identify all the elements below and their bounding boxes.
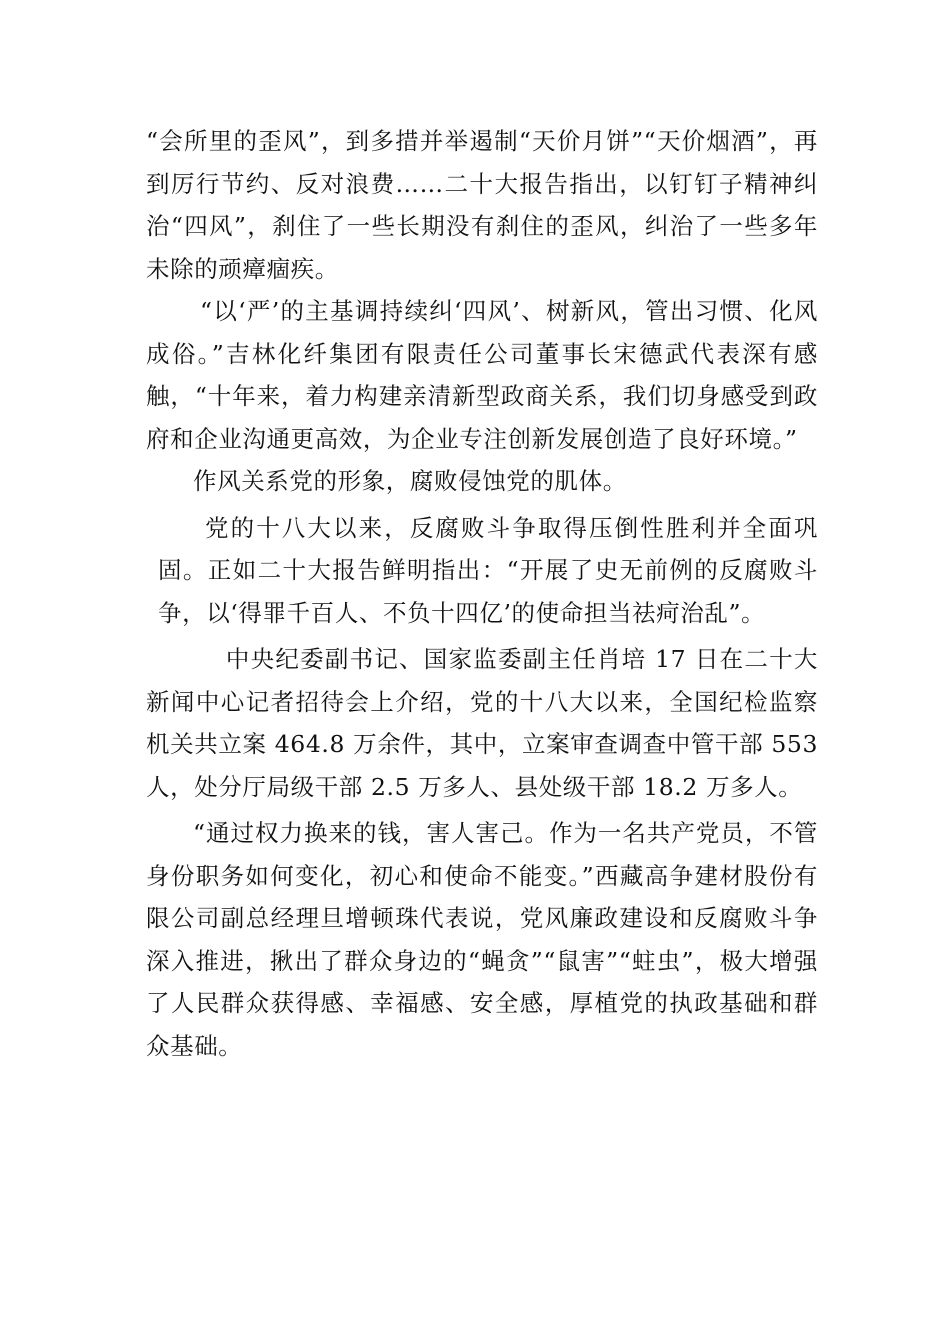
paragraph-2: “以‘严’的主基调持续纠‘四风’、树新风，管出习惯、化风成俗。”吉林化纤集团有限责任公司董事长宋德武代表深有感触，“十年来，着力构建亲清新型政商关系，我们切身感受到政府和企业沟通更高效，为企业专注创新发展创造了良好环境。” [146, 297, 818, 453]
paragraph-5: 中央纪委副书记、国家监委副主任肖培 17 日在二十大新闻中心记者招待会上介绍，党的十八大以来，全国纪检监察机关共立案 464.8 万余件，其中，立案审查调查中管干部 553 人，处分厅局级干部 2.5 万多人、县处级干部 18.2 万多人。 [146, 645, 818, 801]
paragraph-4: 党的十八大以来，反腐败斗争取得压倒性胜利并全面巩固。正如二十大报告鲜明指出：“开展了史无前例的反腐败斗争，以‘得罪千百人、不负十四亿’的使命担当祛疴治乱”。 [158, 513, 818, 627]
article-body [146, 120, 818, 1067]
paragraph-3: 作风关系党的形象，腐败侵蚀党的肌体。 [193, 467, 627, 495]
paragraph-1: “会所里的歪风”，到多措并举遏制“天价月饼”“天价烟酒”，再到厉行节约、反对浪费……二十大报告指出，以钉钉子精神纠治“四风”，刹住了一些长期没有刹住的歪风，纠治了一些多年未除的顽瘴痼疾。 [146, 127, 818, 283]
paragraph-6: “通过权力换来的钱，害人害己。作为一名共产党员，不管身份职务如何变化，初心和使命不能变。”西藏高争建材股份有限公司副总经理旦增顿珠代表说，党风廉政建设和反腐败斗争深入推进，揪出了群众身边的“蝇贪”“鼠害”“蛀虫”，极大增强了人民群众获得感、幸福感、安全感，厚植党的执政基础和群众基础。 [146, 819, 818, 1060]
